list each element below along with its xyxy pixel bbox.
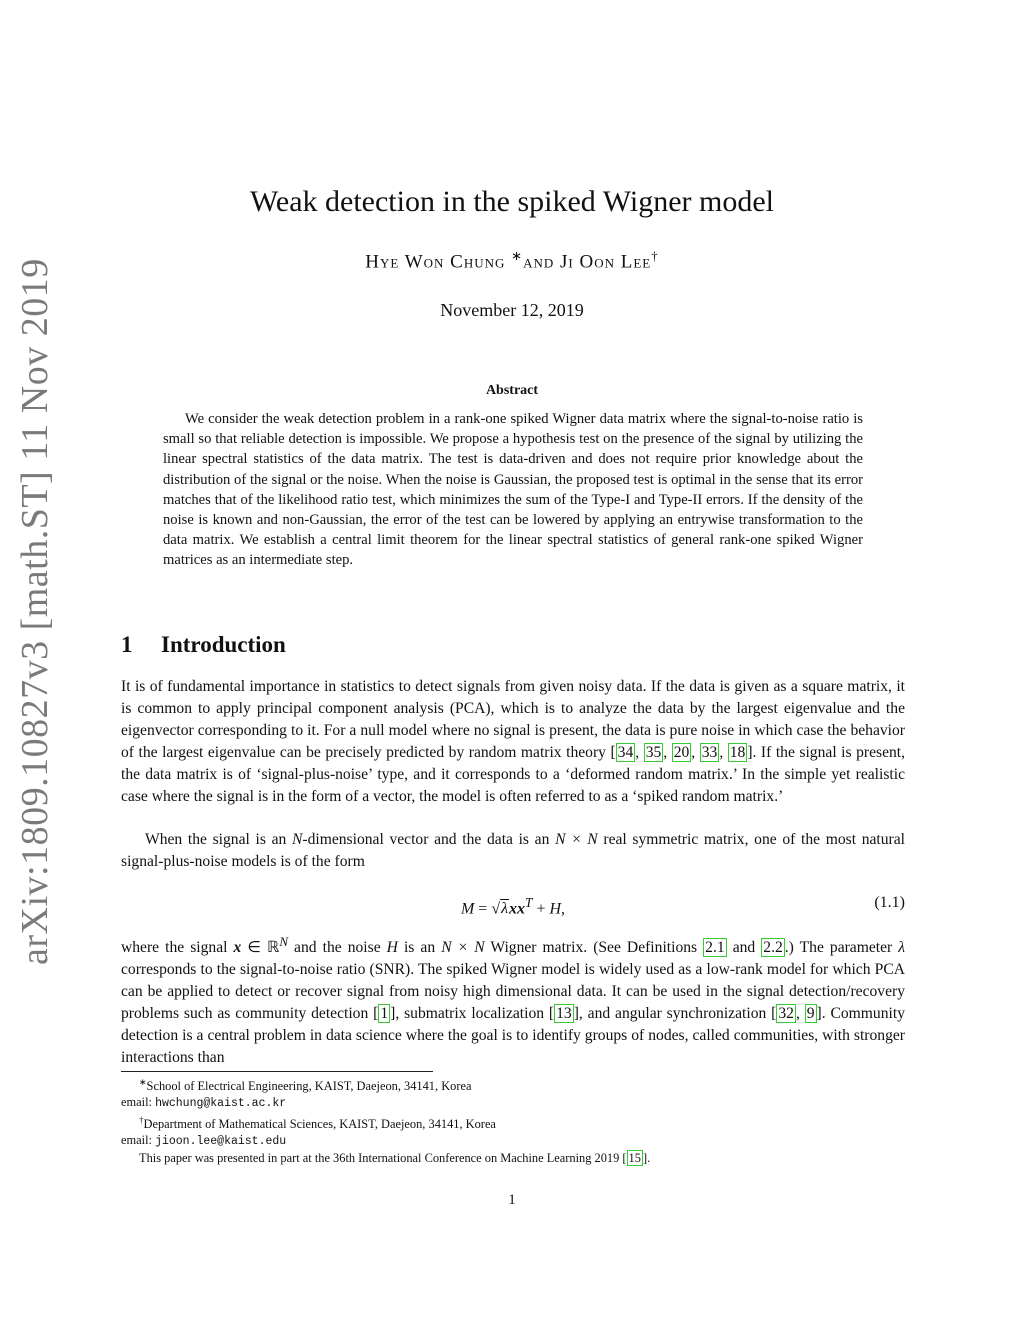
citation-link[interactable]: 33	[701, 743, 718, 761]
footnote-3	[121, 1150, 905, 1166]
paragraph-text: is an	[397, 939, 442, 957]
section-number: 1	[121, 632, 133, 657]
sqrt-radicand	[500, 899, 509, 918]
email-label: email:	[121, 1095, 156, 1110]
math-punctuation: ,	[561, 900, 566, 918]
math-vector: xx	[509, 900, 526, 918]
math-symbol: N	[291, 831, 303, 848]
paragraph-text: It is of fundamental importance in statistics to detect signals from given noisy data. If the data is given as a square matrix, it is common to apply principal component analysis (PCA), which is to analyze the data by the largest eigenvalue and the eigenvector corresponding to it. For a null model where no signal is present, the data is pure noise in which case the behavior of the largest eigenvalue can be precisely predicted by random matrix theory [	[121, 678, 905, 761]
author-lee: Ji Oon Lee	[560, 251, 652, 273]
footnote-2	[121, 1112, 905, 1132]
citation-link[interactable]: 35	[645, 743, 662, 761]
section-title: Introduction	[161, 632, 286, 657]
equation-number: (1.1)	[874, 894, 905, 911]
footnote-text: School of Electrical Engineering, KAIST, Daejeon, 34141, Korea	[146, 1079, 472, 1094]
email-label: email:	[121, 1133, 156, 1148]
abstract-heading: Abstract	[485, 383, 539, 398]
equation-1-1	[121, 889, 905, 917]
footnote-email-2	[121, 1132, 905, 1150]
math-symbol: M	[460, 900, 475, 918]
paragraph-text: ]. Community detection is a central problem in data science where the goal is to identify groups of nodes, called communities, with stronger interactions than	[121, 1004, 905, 1066]
footnote-marker: †	[139, 1115, 144, 1126]
math-operator: =	[474, 900, 492, 918]
paragraph-text: ]. If the signal is present, the data matrix is of ‘signal-plus-noise’ type, and it corresponds to a ‘deformed random matrix.’ In the simple yet realistic case where the signal is in the form of a vector, the model is often referred to as a ‘spiked random matrix.’	[121, 743, 906, 805]
paragraph-text: and	[726, 939, 762, 957]
math-symbol: N × N	[555, 831, 598, 848]
math-operator: ∈ ℝ	[241, 939, 280, 957]
citation-link[interactable]: 13	[556, 1004, 572, 1022]
intro-paragraph-1: It is of fundamental importance in statistics to detect signals from given noisy data. If the data is given as a square matrix, it is common to apply principal component analysis (PCA), which is to analyze the data by the largest eigenvalue and the eigenvector corresponding to it. For a null model where no signal is present, the data is pure noise in which case the behavior of the largest eigenvalue can be precisely predicted by random matrix theory [ 34 , 35 , 20 , 33 , 18 ]. If the signal is present, the data matrix is of ‘signal-plus-noise’ type, and it corresponds to a ‘deformed random matrix.’ In the simple yet realistic case where the signal is in the form of a vector, the model is often referred to as a ‘spiked random matrix.’	[121, 678, 906, 805]
intro-paragraph-2	[121, 829, 905, 873]
footnote-text: This paper was presented in part at the 36th International Conference on Machine Learning 2019 [	[139, 1151, 627, 1166]
paragraph-text: .) The parameter	[784, 939, 899, 957]
citation-link[interactable]: 20	[673, 743, 690, 761]
abstract-text: We consider the weak detection problem in a rank-one spiked Wigner data matrix where the signal-to-noise ratio is small so that reliable detection is impossible. We propose a hypothesis test on the presence of the signal by utilizing the linear spectral statistics of the data matrix. The test is data-driven and does not require prior knowledge about the distribution of the signal or the noise. When the noise is Gaussian, the proposed test is optimal in the sense that its error matches that of the likelihood ratio test, which minimizes the sum of the Type-I and Type-II errors. If the density of the noise is known and non-Gaussian, the error of the test can be lowered by applying an entrywise transformation to the data matrix. We establish a central limit theorem for the linear spectral statistics of general rank-one spiked Wigner matrices as an intermediate step.	[163, 411, 863, 569]
arxiv-identifier-stamp[interactable]: arXiv:1809.10827v3 [math.ST] 11 Nov 2019	[14, 258, 56, 965]
definition-link[interactable]: 2.1	[705, 939, 725, 957]
math-symbol: λ	[501, 900, 509, 918]
math-symbol: H	[386, 939, 398, 957]
author-chung: Hye Won Chung	[365, 251, 506, 273]
paragraph-text: where the signal	[121, 939, 234, 957]
definition-link[interactable]: 2.2	[763, 939, 783, 957]
footnote-divider	[121, 1071, 433, 1072]
paper-title: Weak detection in the spiked Wigner model	[249, 185, 774, 218]
paragraph-text: When the signal is an	[145, 831, 292, 848]
citation-link[interactable]: 18	[729, 743, 746, 761]
math-symbol: λ	[898, 939, 906, 957]
math-operator: +	[532, 900, 550, 918]
author-line	[0, 243, 1024, 275]
math-superscript: N	[279, 934, 289, 949]
paragraph-text: Wigner matrix. (See Definitions	[484, 939, 704, 957]
equation-body: M = √λxx$^T$ + H,	[460, 895, 566, 918]
citation-link[interactable]: 9	[806, 1004, 815, 1022]
math-symbol: H	[549, 900, 562, 918]
intro-paragraph-3: where the signal x ∈ ℝ$^N$ and the noise H is an N × N Wigner matrix. (See Definitions 2.1 and 2.2 .) The parameter λ corresponds to the signal-to-noise ratio (SNR). The spiked Wigner model is widely used as a low-rank model for which PCA can be applied to detect or recover signal from noisy high dimensional data. It can be used in the signal detection/recovery problems such as community detection [ 1 ], submatrix localization [ 13 ], and angular synchronization [ 32 , 9 ]. Community detection is a central problem in data science where the goal is to identify groups of nodes, called communities, with stronger interactions than	[121, 934, 906, 1066]
citation-link[interactable]: 1	[380, 1004, 389, 1022]
math-vector: x	[233, 939, 242, 957]
paragraph-text: ], submatrix localization [	[390, 1004, 555, 1022]
paragraph-text: and the noise	[288, 939, 387, 957]
footnote-1	[121, 1074, 905, 1094]
citation-link[interactable]: 32	[778, 1004, 794, 1022]
math-superscript: T	[525, 895, 533, 910]
citation-link[interactable]: 34	[617, 743, 634, 761]
paragraph-text: -dimensional vector and the data is an	[302, 831, 556, 848]
footnote-text: ].	[642, 1151, 651, 1166]
paragraph-text: corresponds to the signal-to-noise ratio (SNR). The spiked Wigner model is widely used as a low-rank model for which PCA can be applied to detect or recover signal from noisy high dimensional data. It can be used in the signal detection/recovery problems such as community detection [	[121, 961, 905, 1022]
paper-date: November 12, 2019	[440, 300, 584, 320]
paragraph-text: ], and angular synchronization [	[573, 1004, 777, 1022]
paragraph-text: real symmetric matrix, one of the most natural signal-plus-noise models is of the form	[121, 831, 905, 870]
math-symbol: N × N	[441, 939, 485, 957]
footnote-mark-2[interactable]: †	[651, 248, 659, 263]
footnote-text: Department of Mathematical Sciences, KAIST, Daejeon, 34141, Korea	[143, 1117, 496, 1132]
footnotes	[121, 1074, 905, 1166]
author-conjunction: and	[523, 251, 555, 273]
page-number: 1	[508, 1192, 516, 1208]
footnote-marker: ∗	[139, 1077, 147, 1087]
section-heading-introduction	[121, 630, 286, 660]
footnote-mark-1[interactable]: ∗	[511, 248, 524, 263]
email-address[interactable]: hwchung@kaist.ac.kr	[155, 1097, 287, 1111]
footnote-email-1	[121, 1094, 905, 1112]
email-address[interactable]: jioon.lee@kaist.edu	[155, 1135, 287, 1149]
citation-link[interactable]: 15	[628, 1151, 641, 1166]
